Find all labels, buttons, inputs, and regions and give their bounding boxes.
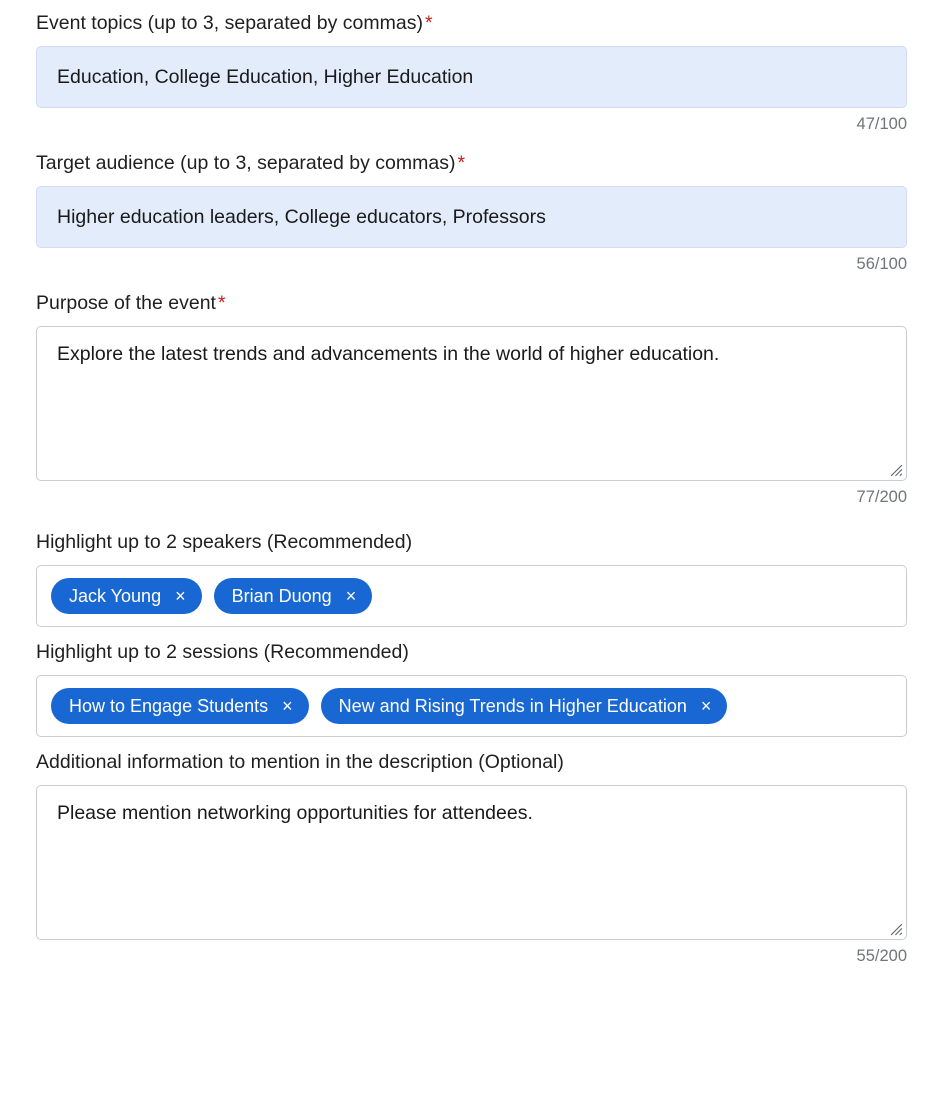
- required-asterisk: *: [424, 12, 433, 34]
- purpose-counter: 77/200: [856, 488, 907, 506]
- field-sessions: [36, 639, 906, 737]
- close-icon[interactable]: ×: [700, 696, 712, 716]
- target-audience-value: Higher education leaders, College educators, Professors: [57, 205, 546, 228]
- chip-session[interactable]: [321, 688, 728, 724]
- additional-information-textarea[interactable]: [36, 785, 907, 940]
- field-target-audience: [36, 150, 906, 274]
- speakers-label: Highlight up to 2 speakers (Recommended): [36, 531, 413, 553]
- field-speakers: [36, 529, 906, 627]
- sessions-label: Highlight up to 2 sessions (Recommended): [36, 641, 409, 663]
- purpose-label-text: Purpose of the event: [36, 292, 216, 314]
- additional-information-label: Additional information to mention in the description (Optional): [36, 751, 564, 773]
- chip-label: New and Rising Trends in Higher Education: [338, 695, 687, 716]
- sessions-chip-container[interactable]: [36, 675, 907, 737]
- required-asterisk: *: [457, 152, 466, 174]
- resize-handle-icon[interactable]: [890, 464, 903, 477]
- target-audience-counter: 56/100: [856, 255, 907, 273]
- chip-speaker[interactable]: [214, 578, 373, 614]
- purpose-textarea[interactable]: [36, 326, 907, 481]
- close-icon[interactable]: ×: [175, 586, 186, 606]
- field-event-topics: [36, 10, 906, 134]
- close-icon[interactable]: ×: [345, 586, 357, 606]
- chip-label: Brian Duong: [231, 585, 332, 606]
- chip-speaker[interactable]: [51, 578, 202, 614]
- resize-handle-icon[interactable]: [890, 923, 903, 936]
- purpose-label: [36, 290, 906, 316]
- additional-information-value: Please mention networking opportunities for attendees.: [57, 802, 533, 824]
- event-topics-label-text: Event topics (up to 3, separated by commas): [36, 12, 423, 34]
- field-purpose: [36, 290, 906, 507]
- event-topics-value: Education, College Education, Higher Education: [57, 65, 474, 88]
- target-audience-input[interactable]: [36, 186, 907, 248]
- field-additional-information: [36, 749, 906, 966]
- target-audience-label-text: Target audience (up to 3, separated by commas): [36, 152, 456, 174]
- additional-information-counter: 55/200: [856, 947, 907, 965]
- speakers-chip-container[interactable]: [36, 565, 907, 627]
- chip-label: How to Engage Students: [69, 695, 269, 716]
- target-audience-label: [36, 150, 906, 176]
- chip-label: Jack Young: [69, 585, 162, 606]
- event-topics-label: [36, 10, 906, 36]
- event-topics-input[interactable]: [36, 46, 907, 108]
- chip-session[interactable]: [51, 688, 309, 724]
- required-asterisk: *: [217, 292, 226, 314]
- close-icon[interactable]: ×: [282, 696, 293, 716]
- event-topics-counter: 47/100: [856, 115, 907, 133]
- purpose-value: Explore the latest trends and advancements in the world of higher education.: [57, 343, 720, 365]
